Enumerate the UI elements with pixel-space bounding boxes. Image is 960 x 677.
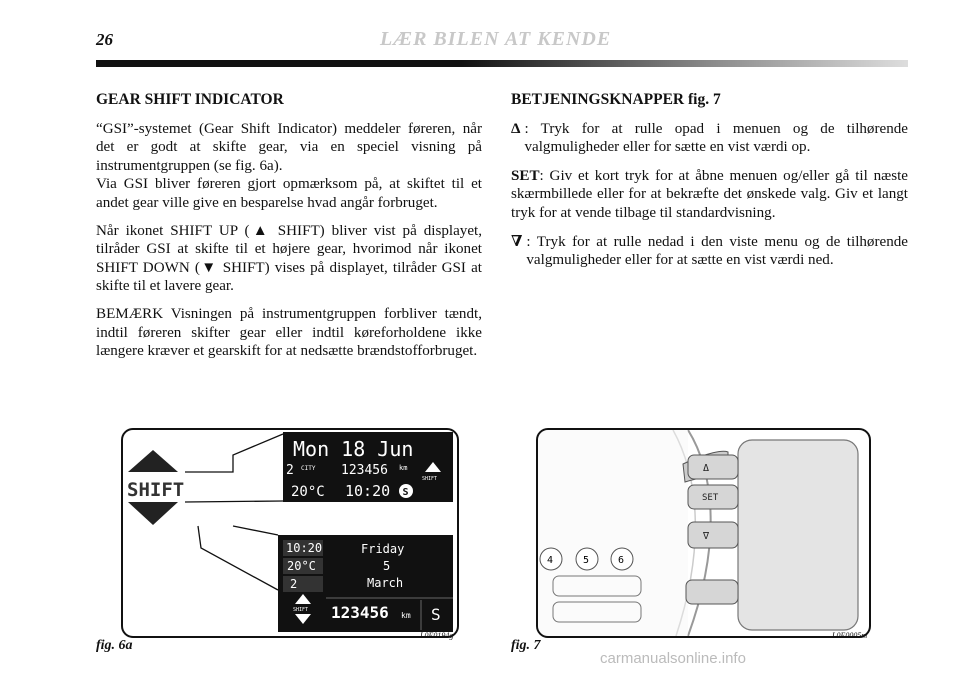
fig-7-code: L0E0005m <box>832 631 868 640</box>
leader-line-mid <box>185 501 283 502</box>
bottom-display-shift: SHIFT <box>293 607 309 613</box>
button-down[interactable] <box>688 522 738 548</box>
top-display-odo: 123456 <box>341 463 388 478</box>
top-display-shift: SHIFT <box>422 476 438 482</box>
bottom-display-gear-box <box>283 576 323 592</box>
figure-6a <box>121 428 459 638</box>
key-6-label: 6 <box>618 555 625 566</box>
button-down-label: ∇ <box>703 531 710 542</box>
page-number: 26 <box>96 30 113 49</box>
leader-line-top <box>185 434 283 472</box>
buttons-heading: BETJENINGSKNAPPER fig. 7 <box>511 91 721 108</box>
bottom-display-date-num: 5 <box>383 559 391 573</box>
up-triangle-icon: Δ <box>511 120 521 137</box>
gsi-paragraph-1: “GSI”-systemet (Gear Shift Indicator) meddeler føreren, når det er godt at skifte gear, via en speciel visning på instrumentgruppen (se fig. 6a). Via GSI bliver føreren gjort opmærksom på, at skiftet til et andet gear ville give en besparelse hvad angår forbruget. <box>96 120 482 211</box>
bottom-display-odo: 123456 <box>331 603 389 622</box>
button-up-label: Δ <box>703 463 710 474</box>
down-triangle-icon: ∇ <box>511 233 523 250</box>
watermark: carmanualsonline.info <box>600 650 746 667</box>
top-display-city: CITY <box>301 465 316 472</box>
set-button-description: SET: Giv et kort tryk for at åbne menuen og/eller gå til næste skærmbillede eller for at bekræfte det ønskede valg. Giv et langt tryk for at vende tilbage til standardvisning. <box>511 167 908 221</box>
bottom-display-odo-unit: km <box>401 611 411 620</box>
top-display-temp: 20°C <box>291 484 325 500</box>
top-display-odo-unit: km <box>399 464 408 472</box>
bottom-display-month: March <box>367 576 404 590</box>
fig-6a-code: L0E0194g <box>420 631 454 640</box>
dashboard-panel <box>538 430 688 636</box>
stalk-housing <box>738 440 858 630</box>
shift-up-arrow-icon <box>128 450 178 472</box>
gsi-paragraph-note: BEMÆRK Visningen på instrumentgruppen forbliver tændt, indtil føreren skifter gear eller indtil køreforholdene ikke længere kræver et gearskift for at nedsætte brændstofforbruget. <box>96 305 482 360</box>
bottom-display-time: 10:20 <box>286 541 323 555</box>
gsi-heading: GEAR SHIFT INDICATOR <box>96 91 284 108</box>
bottom-display-badge: S <box>431 605 441 624</box>
top-display-gear: 2 <box>286 463 294 478</box>
bottom-display-day: Friday <box>361 542 405 556</box>
shift-down-arrow-icon <box>128 502 178 525</box>
header-rule <box>96 60 908 67</box>
key-4-label: 4 <box>547 555 554 566</box>
leader-line-bottom-2 <box>233 526 278 535</box>
gsi-paragraph-2: Når ikonet SHIFT UP (▲ SHIFT) bliver vist på displayet, tilråder GSI at skifte til et højere gear, hvorimod når ikonet SHIFT DOWN (▼ SHIFT) vises på displayet, tilråder GSI at skifte til et lavere gear. <box>96 222 482 295</box>
bottom-display-temp: 20°C <box>287 559 316 573</box>
figure-7 <box>536 428 871 638</box>
right-column <box>511 91 908 280</box>
button-set-label: SET <box>702 493 719 503</box>
shift-big-label: SHIFT <box>127 479 185 501</box>
down-button-description: ∇ : Tryk for at rulle nedad i den viste menu og de tilhørende valgmuligheder eller for at sætte en vist værdi ned. <box>511 233 908 269</box>
up-button-description: Δ : Tryk for at rulle opad i menuen og de tilhørende valgmuligheder eller for sætte en vist værdi op. <box>511 120 908 156</box>
running-title: LÆR BILEN AT KENDE <box>380 28 612 50</box>
leader-line-bottom <box>198 526 278 590</box>
bottom-display-gear: 2 <box>290 577 298 591</box>
set-label: SET <box>511 167 540 184</box>
stalk-lower-button[interactable] <box>686 580 738 604</box>
fig-7-caption: fig. 7 <box>511 638 541 653</box>
top-display-date: Mon 18 Jun <box>293 437 414 461</box>
left-column <box>96 91 482 370</box>
top-display-badge: S <box>402 487 409 498</box>
key-5-label: 5 <box>583 555 590 566</box>
top-display-time: 10:20 <box>345 482 391 500</box>
button-up[interactable] <box>688 455 738 479</box>
fig-6a-caption: fig. 6a <box>96 638 133 653</box>
